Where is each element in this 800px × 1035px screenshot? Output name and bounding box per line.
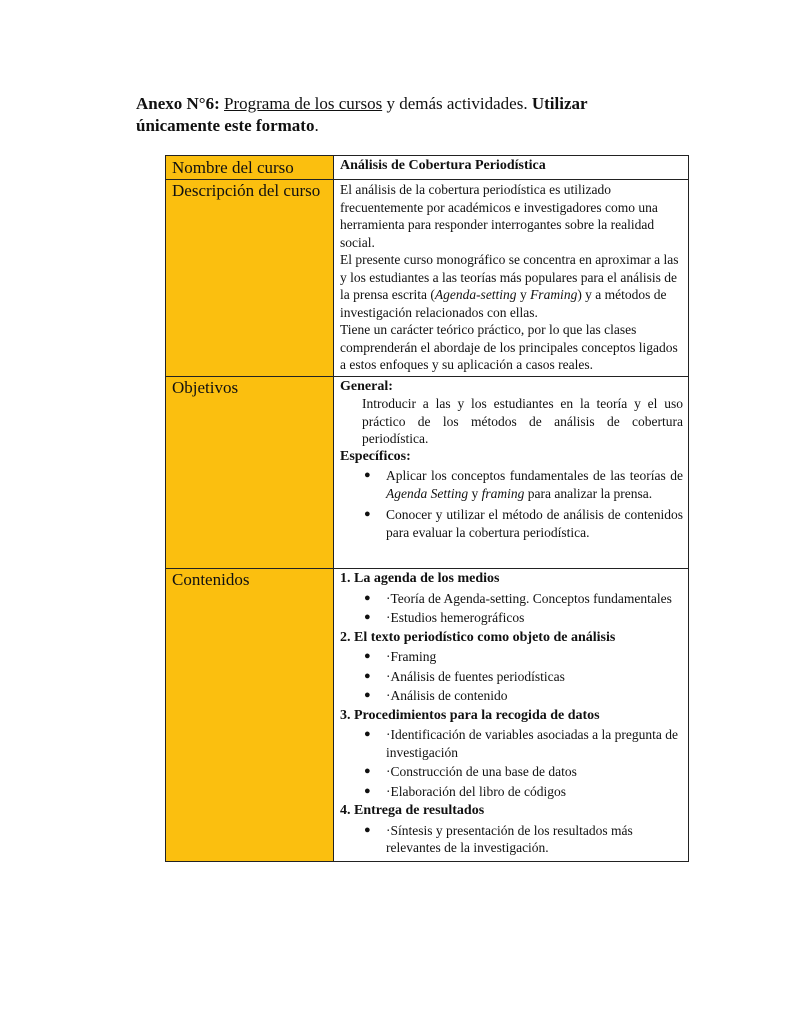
bullet-icon: ● xyxy=(364,669,371,682)
heading-instruction-2: únicamente este formato xyxy=(136,116,315,135)
unit-items xyxy=(340,648,683,705)
unit-title: 1. La agenda de los medios xyxy=(340,571,500,586)
unit-items xyxy=(340,726,683,800)
unit-items xyxy=(340,822,683,857)
unit-item: ● ·Teoría de Agenda-setting. Conceptos fundamentales xyxy=(364,590,672,606)
row-course-name xyxy=(166,156,689,180)
heading-period: . xyxy=(314,116,319,135)
unit-item: ● ·Análisis de fuentes periodísticas xyxy=(364,668,565,684)
bullet-icon: ● xyxy=(364,823,371,836)
specific-objectives-list xyxy=(340,467,683,541)
general-objective-title: General: xyxy=(340,378,393,394)
bullet-icon: ● xyxy=(364,508,371,520)
unit-title: 4. Entrega de resultados xyxy=(340,803,485,818)
value-contents xyxy=(334,569,689,862)
bullet-icon: ● xyxy=(364,650,371,662)
row-objectives xyxy=(166,376,689,569)
bullet-icon: ● xyxy=(364,728,371,740)
specific-objective-item: ● Aplicar los conceptos fundamentales de las teorías de Agenda Setting y framing para analizar la prensa. xyxy=(364,468,683,501)
heading-instruction-1: Utilizar xyxy=(531,94,588,113)
description-paragraph-1: El análisis de la cobertura periodística es utilizado frecuentemente por académicos e investigadores como una herramienta para responder interrogantes sobre la realidad social. xyxy=(340,182,658,250)
label-objectives: Objetivos xyxy=(166,376,334,569)
annex-number: Anexo N°6: xyxy=(136,94,220,113)
bullet-icon: ● xyxy=(364,784,371,797)
bullet-icon: ● xyxy=(364,591,371,604)
bullet-icon: ● xyxy=(364,765,371,777)
unit-title: 3. Procedimientos para la recogida de datos xyxy=(340,707,600,723)
specific-objectives-title: Específicos: xyxy=(340,448,411,464)
description-paragraph-3: Tiene un carácter teórico práctico, por lo que las clases comprenderán el abordaje de los principales conceptos ligados a estos enfoques y su aplicación a casos reales. xyxy=(340,322,678,372)
unit-item: ● ·Framing xyxy=(364,649,437,664)
unit-item: ● ·Estudios hemerográficos xyxy=(364,610,525,625)
value-description xyxy=(334,180,689,377)
unit-item: ● ·Análisis de contenido xyxy=(364,688,508,703)
bullet-icon: ● xyxy=(364,469,371,481)
course-table xyxy=(165,155,689,862)
label-course-name: Nombre del curso xyxy=(166,156,334,180)
label-description: Descripción del curso xyxy=(166,180,334,377)
unit-item: ● ·Construcción de una base de datos xyxy=(364,764,577,779)
page-heading xyxy=(136,93,656,137)
description-paragraph-2: El presente curso monográfico se concentra en aproximar a las y los estudiantes a las teorías más populares para el análisis de la prensa escrita (Agenda-setting y Framing) y a métodos de investigación relacionados con ellas. xyxy=(340,252,679,320)
unit-items xyxy=(340,590,683,627)
bullet-icon: ● xyxy=(364,611,371,623)
heading-rest: y demás actividades. xyxy=(382,94,532,113)
row-description xyxy=(166,180,689,377)
specific-objective-item: ● Conocer y utilizar el método de análisis de contenidos para evaluar la cobertura periodística. xyxy=(364,507,683,540)
unit-item: ● ·Elaboración del libro de códigos xyxy=(364,783,566,799)
general-objective-text: Introducir a las y los estudiantes en la teoría y el uso práctico de los métodos de análisis de cobertura periodística. xyxy=(362,396,683,446)
value-course-name: Análisis de Cobertura Periodística xyxy=(334,156,689,180)
course-program-link[interactable]: Programa de los cursos xyxy=(224,94,383,113)
row-contents xyxy=(166,569,689,862)
unit-item: ● ·Identificación de variables asociadas a la pregunta de investigación xyxy=(364,727,678,760)
label-contents: Contenidos xyxy=(166,569,334,862)
value-objectives xyxy=(334,376,689,569)
unit-title: 2. El texto periodístico como objeto de análisis xyxy=(340,629,616,645)
unit-item: ● ·Síntesis y presentación de los resultados más relevantes de la investigación. xyxy=(364,822,633,855)
bullet-icon: ● xyxy=(364,689,371,701)
